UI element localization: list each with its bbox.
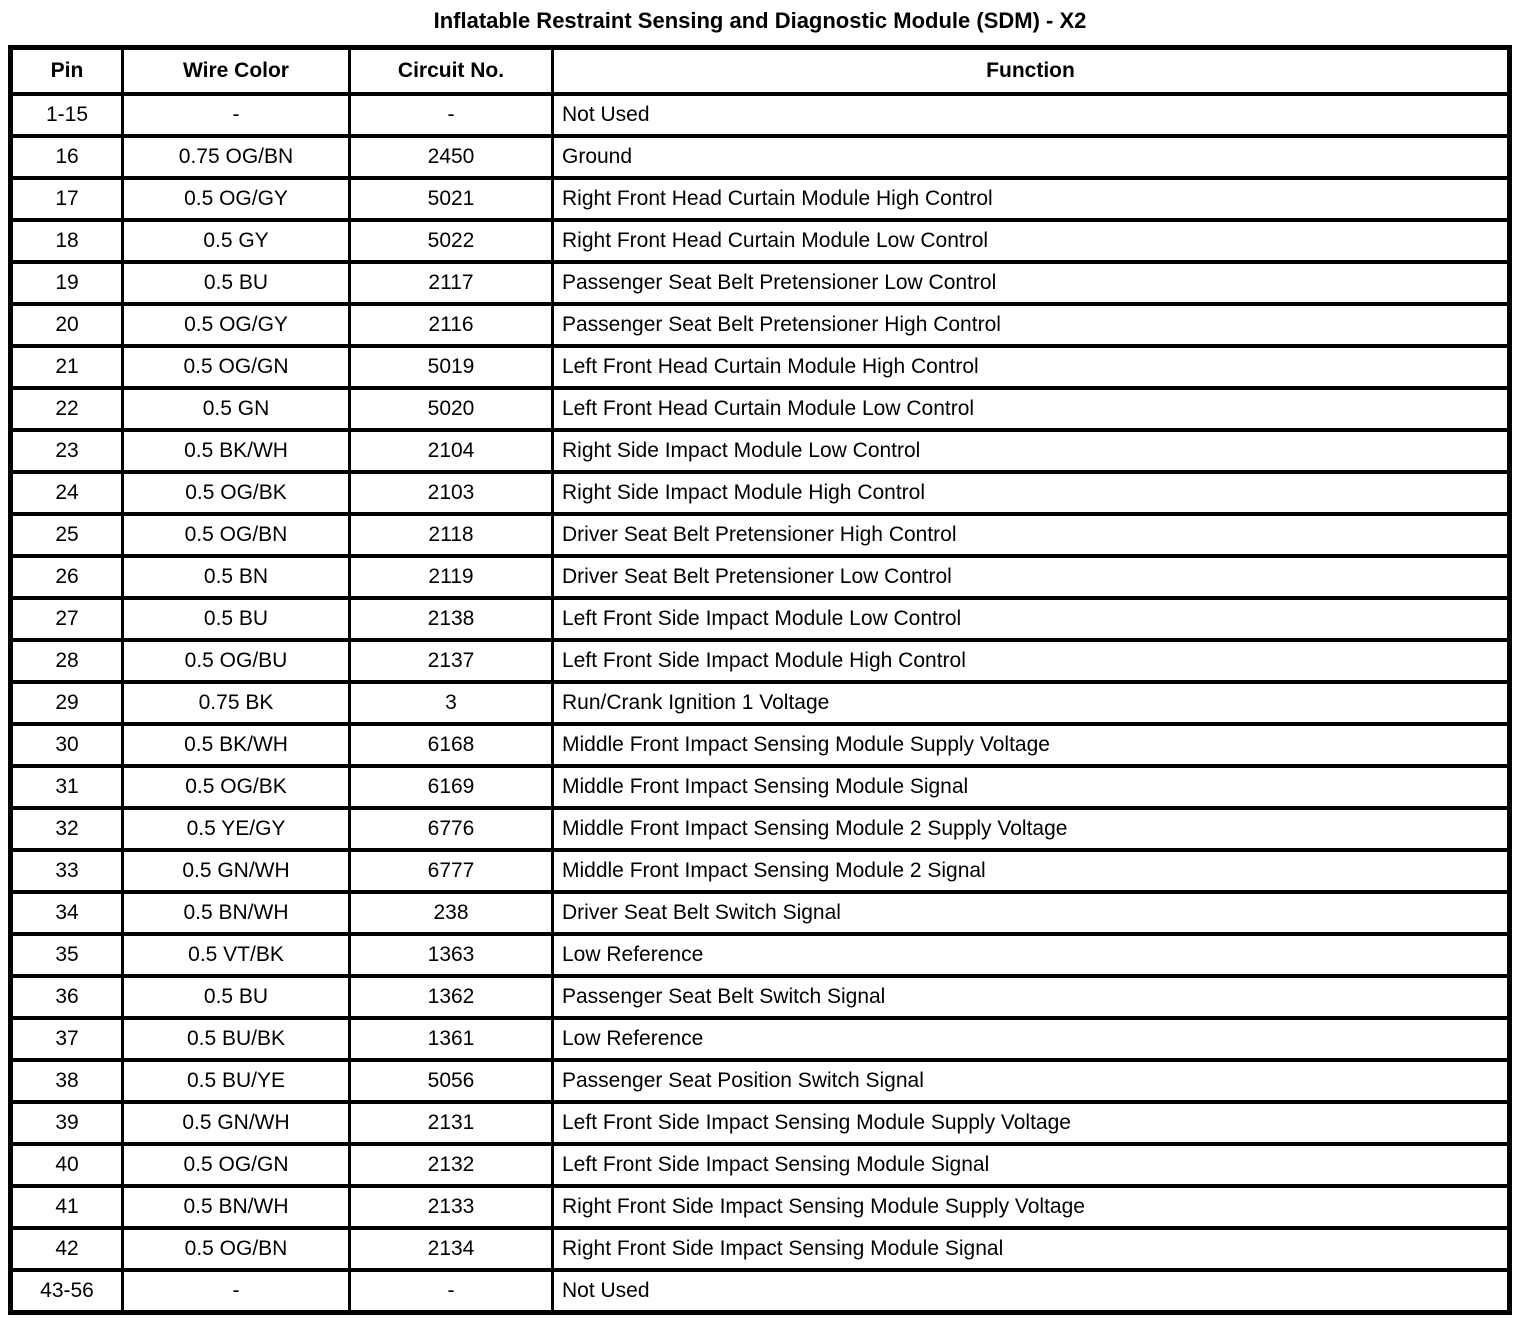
cell-pin: 37 [11,1018,123,1060]
table-row [11,1144,1510,1186]
cell-pin: 22 [11,388,123,430]
cell-wire-color: 0.5 OG/GY [123,178,350,220]
cell-pin: 25 [11,514,123,556]
cell-circuit-no: 238 [350,892,553,934]
cell-function: Right Side Impact Module Low Control [553,430,1510,472]
table-row [11,304,1510,346]
column-header-wire-color: Wire Color [123,48,350,95]
cell-wire-color: - [123,1270,350,1313]
cell-wire-color: 0.5 BN [123,556,350,598]
cell-function: Driver Seat Belt Pretensioner Low Control [553,556,1510,598]
cell-circuit-no: 2118 [350,514,553,556]
cell-circuit-no: 1362 [350,976,553,1018]
cell-pin: 36 [11,976,123,1018]
cell-wire-color: 0.75 OG/BN [123,136,350,178]
table-row [11,220,1510,262]
cell-circuit-no: 2137 [350,640,553,682]
cell-wire-color: - [123,94,350,136]
column-header-circuit-no: Circuit No. [350,48,553,95]
cell-circuit-no: 5056 [350,1060,553,1102]
column-header-pin: Pin [11,48,123,95]
cell-pin: 27 [11,598,123,640]
table-row [11,346,1510,388]
cell-pin: 41 [11,1186,123,1228]
cell-function: Not Used [553,94,1510,136]
table-row [11,682,1510,724]
cell-pin: 21 [11,346,123,388]
cell-pin: 28 [11,640,123,682]
table-row [11,430,1510,472]
cell-wire-color: 0.5 BK/WH [123,724,350,766]
cell-wire-color: 0.5 BU [123,976,350,1018]
cell-pin: 42 [11,1228,123,1270]
table-row [11,598,1510,640]
cell-wire-color: 0.5 BU/YE [123,1060,350,1102]
cell-function: Low Reference [553,1018,1510,1060]
table-row [11,1102,1510,1144]
cell-pin: 17 [11,178,123,220]
table-row [11,514,1510,556]
cell-circuit-no: 6169 [350,766,553,808]
cell-wire-color: 0.5 BK/WH [123,430,350,472]
cell-wire-color: 0.75 BK [123,682,350,724]
cell-wire-color: 0.5 OG/BU [123,640,350,682]
cell-pin: 32 [11,808,123,850]
cell-circuit-no: 2138 [350,598,553,640]
cell-pin: 24 [11,472,123,514]
cell-circuit-no: - [350,94,553,136]
table-row [11,766,1510,808]
cell-circuit-no: 5020 [350,388,553,430]
cell-wire-color: 0.5 GN/WH [123,1102,350,1144]
cell-function: Passenger Seat Belt Pretensioner High Control [553,304,1510,346]
cell-pin: 34 [11,892,123,934]
table-row [11,808,1510,850]
cell-function: Passenger Seat Belt Switch Signal [553,976,1510,1018]
cell-pin: 43-56 [11,1270,123,1313]
table-row [11,1018,1510,1060]
cell-circuit-no: 5019 [350,346,553,388]
cell-circuit-no: - [350,1270,553,1313]
cell-pin: 20 [11,304,123,346]
cell-wire-color: 0.5 VT/BK [123,934,350,976]
cell-pin: 39 [11,1102,123,1144]
cell-wire-color: 0.5 OG/BK [123,472,350,514]
table-row [11,262,1510,304]
cell-circuit-no: 6776 [350,808,553,850]
cell-wire-color: 0.5 GN/WH [123,850,350,892]
cell-function: Left Front Side Impact Sensing Module Signal [553,1144,1510,1186]
cell-pin: 35 [11,934,123,976]
table-row [11,388,1510,430]
cell-wire-color: 0.5 OG/BK [123,766,350,808]
cell-circuit-no: 6168 [350,724,553,766]
cell-function: Left Front Head Curtain Module Low Control [553,388,1510,430]
table-row [11,472,1510,514]
table-row [11,1228,1510,1270]
cell-function: Run/Crank Ignition 1 Voltage [553,682,1510,724]
cell-circuit-no: 1363 [350,934,553,976]
cell-circuit-no: 2450 [350,136,553,178]
table-row [11,850,1510,892]
cell-pin: 40 [11,1144,123,1186]
cell-function: Right Front Side Impact Sensing Module Supply Voltage [553,1186,1510,1228]
cell-function: Driver Seat Belt Pretensioner High Control [553,514,1510,556]
table-row [11,556,1510,598]
cell-wire-color: 0.5 BU [123,598,350,640]
cell-function: Driver Seat Belt Switch Signal [553,892,1510,934]
cell-function: Not Used [553,1270,1510,1313]
cell-function: Right Front Head Curtain Module Low Control [553,220,1510,262]
cell-function: Ground [553,136,1510,178]
cell-pin: 18 [11,220,123,262]
cell-function: Left Front Side Impact Module High Control [553,640,1510,682]
cell-pin: 26 [11,556,123,598]
page-title: Inflatable Restraint Sensing and Diagnostic Module (SDM) - X2 [433,8,1087,33]
cell-function: Right Front Side Impact Sensing Module Signal [553,1228,1510,1270]
cell-function: Passenger Seat Position Switch Signal [553,1060,1510,1102]
cell-pin: 16 [11,136,123,178]
cell-pin: 38 [11,1060,123,1102]
cell-pin: 19 [11,262,123,304]
table-row [11,934,1510,976]
cell-function: Middle Front Impact Sensing Module 2 Signal [553,850,1510,892]
cell-wire-color: 0.5 GY [123,220,350,262]
cell-wire-color: 0.5 OG/BN [123,514,350,556]
cell-circuit-no: 2133 [350,1186,553,1228]
table-row [11,892,1510,934]
cell-circuit-no: 3 [350,682,553,724]
cell-function: Passenger Seat Belt Pretensioner Low Control [553,262,1510,304]
cell-circuit-no: 2117 [350,262,553,304]
cell-wire-color: 0.5 BN/WH [123,1186,350,1228]
sdm-x2-pinout-table [8,45,1512,1315]
cell-wire-color: 0.5 OG/BN [123,1228,350,1270]
cell-circuit-no: 2116 [350,304,553,346]
cell-function: Left Front Side Impact Module Low Control [553,598,1510,640]
cell-wire-color: 0.5 BU [123,262,350,304]
table-row [11,1060,1510,1102]
header-row [11,48,1510,95]
cell-circuit-no: 5022 [350,220,553,262]
cell-wire-color: 0.5 GN [123,388,350,430]
cell-circuit-no: 1361 [350,1018,553,1060]
table-row [11,178,1510,220]
cell-function: Left Front Head Curtain Module High Control [553,346,1510,388]
cell-circuit-no: 2103 [350,472,553,514]
cell-circuit-no: 2134 [350,1228,553,1270]
table-row [11,94,1510,136]
cell-circuit-no: 6777 [350,850,553,892]
table-body [11,94,1510,1313]
cell-wire-color: 0.5 OG/GN [123,346,350,388]
cell-circuit-no: 2119 [350,556,553,598]
cell-wire-color: 0.5 OG/GN [123,1144,350,1186]
cell-pin: 31 [11,766,123,808]
cell-circuit-no: 5021 [350,178,553,220]
column-header-function: Function [553,48,1510,95]
cell-pin: 23 [11,430,123,472]
table-row [11,976,1510,1018]
cell-pin: 29 [11,682,123,724]
cell-function: Right Side Impact Module High Control [553,472,1510,514]
cell-circuit-no: 2132 [350,1144,553,1186]
table-row [11,1186,1510,1228]
cell-function: Left Front Side Impact Sensing Module Supply Voltage [553,1102,1510,1144]
cell-function: Middle Front Impact Sensing Module 2 Supply Voltage [553,808,1510,850]
cell-function: Right Front Head Curtain Module High Control [553,178,1510,220]
cell-wire-color: 0.5 YE/GY [123,808,350,850]
cell-function: Middle Front Impact Sensing Module Supply Voltage [553,724,1510,766]
cell-function: Low Reference [553,934,1510,976]
cell-wire-color: 0.5 OG/GY [123,304,350,346]
cell-wire-color: 0.5 BN/WH [123,892,350,934]
cell-pin: 30 [11,724,123,766]
cell-function: Middle Front Impact Sensing Module Signal [553,766,1510,808]
cell-pin: 33 [11,850,123,892]
table-row [11,1270,1510,1313]
cell-circuit-no: 2131 [350,1102,553,1144]
cell-circuit-no: 2104 [350,430,553,472]
cell-wire-color: 0.5 BU/BK [123,1018,350,1060]
table-row [11,724,1510,766]
cell-pin: 1-15 [11,94,123,136]
table-row [11,640,1510,682]
table-row [11,136,1510,178]
